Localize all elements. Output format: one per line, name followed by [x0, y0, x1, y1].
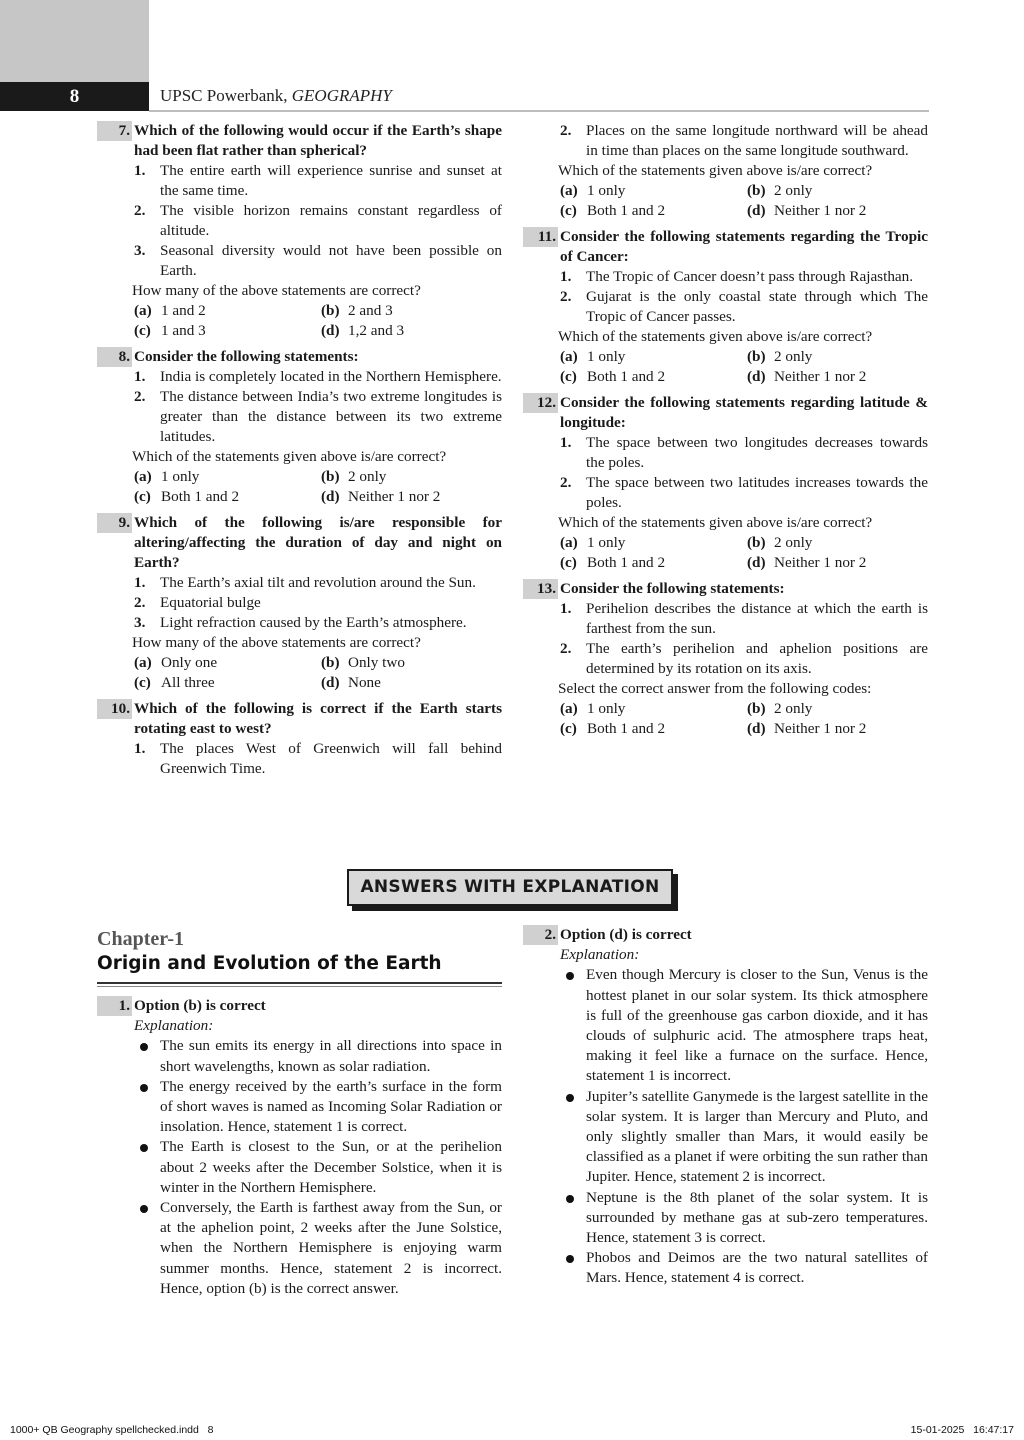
statement-number: 1. [560, 600, 572, 617]
statement-text: The entire earth will experience sunrise and sunset at the same time. [160, 162, 502, 199]
question-number: 10. [97, 699, 132, 719]
statement-text: The space between two latitudes increases towards the poles. [586, 474, 928, 511]
option-text: 1 only [587, 700, 626, 717]
bullet-icon [566, 1094, 574, 1102]
option-key: (c) [134, 674, 151, 691]
statement [134, 387, 502, 447]
bullet-text: Conversely, the Earth is farthest away from the Sun, or at the aphelion point, 2 weeks after the June Solstice, when the Northern Hemisphere is enjoying warm summer months. Hence, statement 2 is incorrect. Hence, option (b) is the correct answer. [160, 1199, 502, 1297]
option-key: (d) [321, 322, 340, 339]
answer-head-row [97, 996, 502, 1016]
question-text: Consider the following statements regarding latitude & longitude: [560, 394, 928, 431]
footer-file: 1000+ QB Geography spellchecked.indd 8 [10, 1424, 214, 1436]
option-d [321, 321, 502, 341]
option-key: (c) [560, 202, 577, 219]
option-key: (d) [747, 368, 766, 385]
statement-number: 3. [134, 242, 146, 259]
statement-text: India is completely located in the Northern Hemisphere. [160, 368, 502, 385]
statement-number: 1. [134, 574, 146, 591]
option-key: (b) [747, 534, 766, 551]
option-key: (c) [560, 368, 577, 385]
option-b [747, 347, 928, 367]
statement-text: The places West of Greenwich will fall behind Greenwich Time. [160, 740, 502, 777]
statement-text: The earth’s perihelion and aphelion positions are determined by its rotation on its axis. [586, 640, 928, 677]
answer-head: Option (b) is correct [134, 997, 266, 1014]
option-text: Both 1 and 2 [587, 202, 666, 219]
statement-number: 2. [560, 474, 572, 491]
statement-text: Light refraction caused by the Earth’s atmosphere. [160, 614, 467, 631]
statement [134, 201, 502, 241]
option-text: Neither 1 nor 2 [348, 488, 441, 505]
explanation-bullet [523, 1188, 928, 1249]
chapter-heading [97, 928, 502, 987]
statement-text: The Earth’s axial tilt and revolution around the Sun. [160, 574, 476, 591]
statement [560, 287, 928, 327]
option-text: 2 only [774, 182, 813, 199]
option-text: 2 only [774, 348, 813, 365]
chapter-rule [97, 982, 502, 984]
options [560, 533, 928, 573]
statement [560, 121, 928, 161]
option-b [321, 467, 502, 487]
statement [134, 739, 502, 779]
option-text: 1 only [161, 468, 200, 485]
option-a [560, 533, 747, 553]
question-number: 12. [523, 393, 558, 413]
statement-number: 2. [560, 288, 572, 305]
answer-number: 1. [97, 996, 132, 1016]
question-prompt: Which of the statements given above is/are correct? [132, 448, 447, 465]
page-number: 8 [69, 86, 80, 107]
option-key: (d) [321, 674, 340, 691]
bullet-icon [140, 1084, 148, 1092]
explanation-label: Explanation: [134, 1017, 214, 1035]
option-key: (a) [560, 700, 578, 717]
option-c [560, 719, 747, 739]
statement [560, 473, 928, 513]
statement-number: 2. [560, 640, 572, 657]
corner-tab [0, 0, 149, 82]
option-key: (d) [747, 554, 766, 571]
explanation-bullet [523, 1087, 928, 1188]
explanation-bullet [97, 1137, 502, 1198]
question-9 [97, 513, 502, 693]
option-c [134, 321, 321, 341]
statement-number: 1. [560, 268, 572, 285]
option-b [747, 533, 928, 553]
option-key: (d) [321, 488, 340, 505]
option-text: 2 only [774, 534, 813, 551]
statement [560, 433, 928, 473]
option-key: (a) [134, 468, 152, 485]
statement-text: Perihelion describes the distance at which the earth is farthest from the sun. [586, 600, 928, 637]
option-text: 1 only [587, 182, 626, 199]
option-c [560, 553, 747, 573]
option-text: Both 1 and 2 [587, 720, 666, 737]
explanation-bullet [97, 1198, 502, 1299]
right-column [523, 121, 928, 745]
option-key: (c) [134, 488, 151, 505]
option-a [560, 181, 747, 201]
explanation-bullet [523, 1248, 928, 1288]
option-text: None [348, 674, 381, 691]
option-text: Both 1 and 2 [587, 368, 666, 385]
answer-number: 2. [523, 925, 558, 945]
statement-number: 1. [134, 740, 146, 757]
option-key: (b) [747, 700, 766, 717]
option-text: Neither 1 nor 2 [774, 720, 867, 737]
bullet-icon [140, 1043, 148, 1051]
statement-text: The space between two longitudes decreases towards the poles. [586, 434, 928, 471]
option-d [321, 673, 502, 693]
option-key: (a) [134, 654, 152, 671]
question-number: 13. [523, 579, 558, 599]
option-c [134, 673, 321, 693]
option-key: (b) [747, 182, 766, 199]
option-key: (c) [560, 720, 577, 737]
book-title: UPSC Powerbank, [160, 86, 288, 105]
option-key: (a) [560, 182, 578, 199]
question-prompt: Select the correct answer from the following codes: [558, 680, 872, 697]
option-text: 2 only [774, 700, 813, 717]
explanation-bullet [97, 1077, 502, 1138]
option-key: (b) [747, 348, 766, 365]
question-10 [97, 699, 502, 779]
bullet-icon [140, 1205, 148, 1213]
statement [134, 573, 502, 593]
question-8 [97, 347, 502, 507]
statement [560, 267, 928, 287]
statement [560, 639, 928, 679]
option-key: (d) [747, 720, 766, 737]
option-text: 1,2 and 3 [348, 322, 405, 339]
option-key: (a) [560, 348, 578, 365]
answer-head: Option (d) is correct [560, 926, 692, 943]
option-b [747, 181, 928, 201]
bullet-text: The energy received by the earth’s surface in the form of short waves is named as Incoming Solar Radiation or insolation. Hence, statement 1 is correct. [160, 1077, 502, 1136]
statement [134, 241, 502, 281]
question-prompt: How many of the above statements are correct? [132, 634, 421, 651]
statement [134, 161, 502, 201]
answer-1 [97, 996, 502, 1299]
option-text: 1 only [587, 534, 626, 551]
running-header [160, 86, 392, 106]
statement-text: Equatorial bulge [160, 594, 261, 611]
bullet-icon [140, 1144, 148, 1152]
option-text: 1 and 3 [161, 322, 206, 339]
header-rule [149, 110, 929, 112]
statement-number: 2. [134, 594, 146, 611]
bullet-text: The Earth is closest to the Sun, or at the perihelion about 2 weeks after the December Solstice, when it is winter in the Northern Hemisphere. [160, 1138, 502, 1196]
answers-banner: ANSWERS WITH EXPLANATION [347, 869, 673, 906]
bullet-text: Jupiter’s satellite Ganymede is the largest satellite in the solar system. It is larger than Mercury and Pluto, and only slightly smaller than Mars, it would easily be classified as a planet if were orbiting the sun rather than Jupiter. Hence, statement 2 is incorrect. [586, 1087, 928, 1186]
bullet-text: Neptune is the 8th planet of the solar system. It is surrounded by methane gas at sub-zero temperatures. Hence, statement 3 is correct. [586, 1188, 928, 1247]
option-d [321, 487, 502, 507]
options [560, 347, 928, 387]
option-text: Both 1 and 2 [161, 488, 240, 505]
statement-text: The visible horizon remains constant regardless of altitude. [160, 202, 502, 239]
option-c [560, 367, 747, 387]
question-7 [97, 121, 502, 341]
statement-number: 2. [560, 122, 572, 139]
question-number: 9. [97, 513, 132, 533]
statement [134, 593, 502, 613]
option-a [134, 301, 321, 321]
bullet-text: Phobos and Deimos are the two natural satellites of Mars. Hence, statement 4 is correct. [586, 1249, 928, 1287]
question-prompt: Which of the statements given above is/are correct? [558, 162, 873, 179]
statement-number: 2. [134, 388, 146, 405]
explanation-bullet [523, 965, 928, 1086]
statement-number: 2. [134, 202, 146, 219]
statement-text: The Tropic of Cancer doesn’t pass through Rajasthan. [586, 268, 914, 285]
question-text: Consider the following statements: [560, 580, 785, 597]
question-prompt: Which of the statements given above is/are correct? [558, 514, 873, 531]
option-text: 1 only [587, 348, 626, 365]
statement-text: Seasonal diversity would not have been possible on Earth. [160, 242, 502, 279]
explanation-label: Explanation: [560, 946, 640, 964]
option-text: Neither 1 nor 2 [774, 554, 867, 571]
option-text: Both 1 and 2 [587, 554, 666, 571]
question-number: 11. [523, 227, 558, 247]
statement-number: 1. [134, 368, 146, 385]
statement [560, 599, 928, 639]
question-text: Which of the following is/are responsible for altering/affecting the duration of day and night on Earth? [134, 514, 502, 571]
question-10-continued [523, 121, 928, 221]
chapter-label: Chapter-1 [97, 928, 185, 950]
options [134, 653, 502, 693]
left-column [97, 121, 502, 785]
question-12 [523, 393, 928, 573]
bullet-icon [566, 972, 574, 980]
question-number: 8. [97, 347, 132, 367]
bullet-text: The sun emits its energy in all directions into space in short wavelengths, known as solar radiation. [160, 1037, 502, 1075]
option-a [560, 347, 747, 367]
options [134, 301, 502, 341]
question-text: Which of the following would occur if the Earth’s shape had been flat rather than spherical? [134, 122, 502, 159]
bullet-text: Even though Mercury is closer to the Sun, Venus is the hottest planet in our solar system. Its thick atmosphere is full of the greenhouse gas carbon dioxide, and it has clouds of sulphuric acid. The atmosphere traps heat, making it feel like a furnace on the surface. Hence, statement 1 is incorrect. [586, 966, 928, 1085]
statement-text: Places on the same longitude northward will be ahead in time than places on the same longitude southward. [586, 122, 928, 159]
question-text: Consider the following statements regarding the Tropic of Cancer: [560, 228, 928, 265]
option-text: Only two [348, 654, 405, 671]
question-text: Consider the following statements: [134, 348, 359, 365]
statement [134, 367, 502, 387]
option-d [747, 201, 928, 221]
statement-text: Gujarat is the only coastal state through which The Tropic of Cancer passes. [586, 288, 928, 325]
question-11 [523, 227, 928, 387]
statement [134, 613, 502, 633]
option-b [321, 653, 502, 673]
option-key: (d) [747, 202, 766, 219]
statement-number: 3. [134, 614, 146, 631]
question-prompt: Which of the statements given above is/are correct? [558, 328, 873, 345]
option-key: (a) [134, 302, 152, 319]
option-text: Neither 1 nor 2 [774, 202, 867, 219]
option-a [560, 699, 747, 719]
option-d [747, 367, 928, 387]
option-key: (c) [134, 322, 151, 339]
question-13 [523, 579, 928, 739]
question-text: Which of the following is correct if the Earth starts rotating east to west? [134, 700, 502, 737]
option-c [134, 487, 321, 507]
bullet-icon [566, 1195, 574, 1203]
option-a [134, 653, 321, 673]
answer-2 [523, 925, 928, 1289]
statement-number: 1. [134, 162, 146, 179]
subject-title: GEOGRAPHY [291, 86, 392, 105]
option-key: (a) [560, 534, 578, 551]
chapter-rule-thin [97, 986, 502, 987]
answer-head-row [523, 925, 928, 945]
statement-text: The distance between India’s two extreme longitudes is greater than the distance between its two extreme latitudes. [160, 388, 502, 445]
option-d [747, 553, 928, 573]
option-c [560, 201, 747, 221]
statement-number: 1. [560, 434, 572, 451]
option-text: All three [161, 674, 215, 691]
options [134, 467, 502, 507]
option-text: Only one [161, 654, 218, 671]
chapter-title: Origin and Evolution of the Earth [97, 953, 442, 974]
option-b [321, 301, 502, 321]
option-b [747, 699, 928, 719]
option-text: 1 and 2 [161, 302, 206, 319]
option-text: 2 only [348, 468, 387, 485]
option-key: (b) [321, 468, 340, 485]
option-text: Neither 1 nor 2 [774, 368, 867, 385]
question-number: 7. [97, 121, 132, 141]
option-key: (c) [560, 554, 577, 571]
options [560, 181, 928, 221]
option-text: 2 and 3 [348, 302, 393, 319]
option-key: (b) [321, 654, 340, 671]
option-key: (b) [321, 302, 340, 319]
options [560, 699, 928, 739]
bullet-icon [566, 1255, 574, 1263]
question-prompt: How many of the above statements are correct? [132, 282, 421, 299]
explanation-bullet [97, 1036, 502, 1076]
option-a [134, 467, 321, 487]
footer-timestamp: 15-01-2025 16:47:17 [910, 1424, 1014, 1436]
option-d [747, 719, 928, 739]
